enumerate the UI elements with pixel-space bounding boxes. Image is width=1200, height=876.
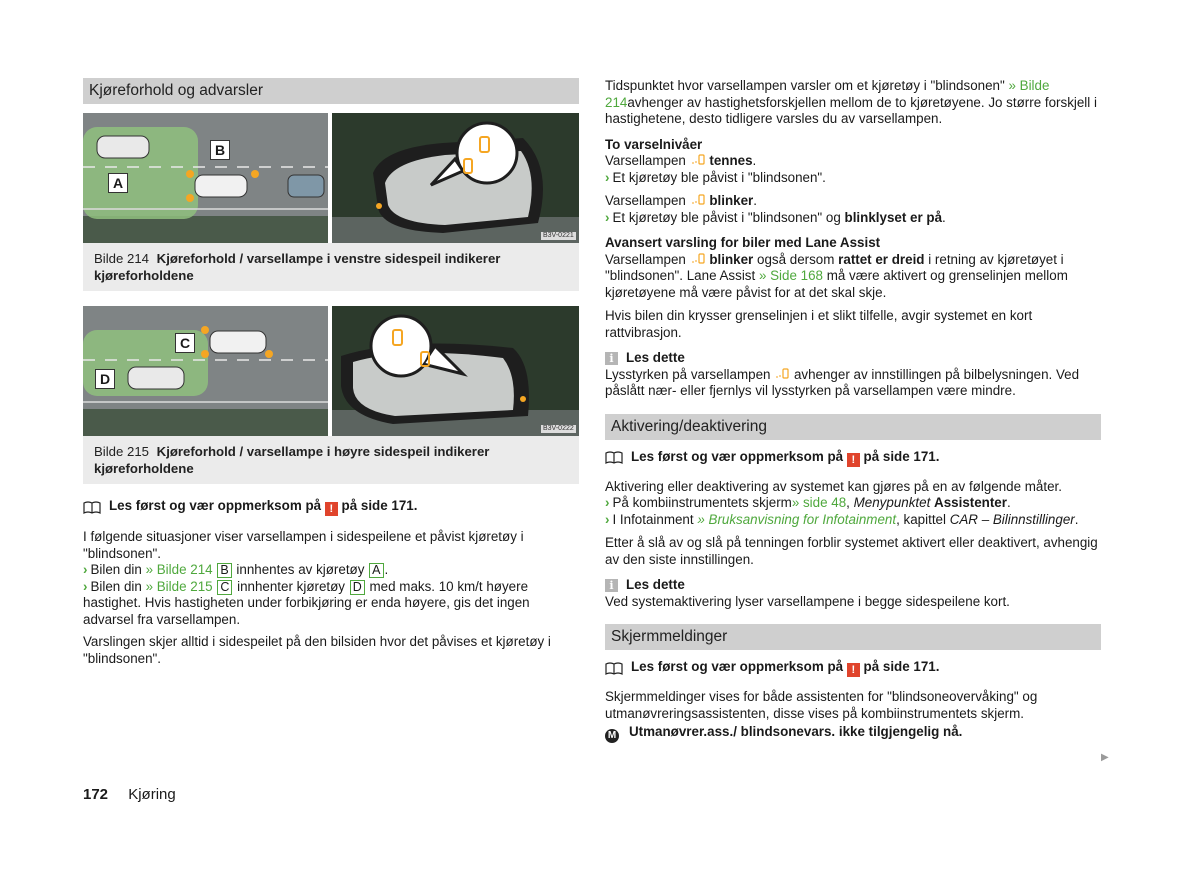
warning-lamp-icon — [690, 253, 706, 265]
subheading: Avansert varsling for biler med Lane Assist — [605, 235, 881, 250]
bullet-arrow-icon: › — [605, 209, 610, 225]
figure-214-caption — [83, 243, 579, 291]
message-icon: M — [605, 729, 619, 743]
section-heading: Aktivering/deaktivering — [605, 414, 1101, 440]
info-text: Lysstyrken på varsellampen avhenger av innstillingen på bilbelysningen. Ved påslått nær- eller fjernlys vil lysstyrken på varsellampen være mindre. — [605, 366, 1080, 398]
book-icon — [83, 501, 101, 514]
warning-level-2: Varsellampen blinker. — [605, 193, 757, 208]
figure-215 — [83, 306, 579, 436]
figure-214 — [83, 113, 579, 243]
caption-title: Kjøreforhold / varsellampe i høyre sidespeil indikerer kjøreforholdene — [94, 444, 490, 476]
page-number: 172 — [83, 786, 109, 803]
display-message: M Utmanøvrer.ass./ blindsonevars. ikke tilgjengelig nå. — [605, 724, 1101, 743]
warning-icon: ! — [847, 663, 860, 677]
manual-link[interactable]: » Bruksanvisning for Infotainment — [697, 511, 897, 527]
bullet-item: › På kombiinstrumentets skjerm» side 48, Menypunktet Assistenter. — [605, 495, 1011, 510]
label-tag: D — [350, 580, 365, 595]
figure-link[interactable]: » Bilde 214 — [605, 78, 1050, 110]
info-icon: i — [605, 352, 618, 365]
bullet-arrow-icon: › — [83, 562, 88, 577]
read-first-note: Les først og vær oppmerksom på ! på side 171. — [605, 449, 1101, 467]
bullet-item: › Et kjøretøy ble påvist i "blindsonen" og blinklyset er på. — [605, 209, 946, 225]
warning-icon: ! — [325, 502, 338, 516]
bullet-item: › Et kjøretøy ble påvist i "blindsonen". — [605, 169, 826, 185]
page-link[interactable]: » Side 168 — [758, 268, 823, 283]
book-icon — [605, 662, 623, 675]
label-tag: B — [217, 563, 231, 578]
page-link[interactable]: » side 48 — [791, 495, 847, 510]
caption-title: Kjøreforhold / varsellampe i venstre sidespeil indikerer kjøreforholdene — [94, 251, 501, 283]
bullet-item: › Bilen din » Bilde 215 C innhenter kjøretøy D med maks. 10 km/t høyere hastighet. Hvis hastigheten under forbikjøring er enda høyere, gis det ingen advarsel fra varsellampen. — [83, 578, 530, 627]
bullet-item: › Bilen din » Bilde 214 B innhentes av kjøretøy A . — [83, 562, 389, 577]
paragraph: I følgende situasjoner viser varsellampen i sidespeilene et påvist kjøretøy i "blindsonen". — [83, 529, 524, 561]
label-tag: C — [217, 580, 232, 595]
figure-label-d: D — [95, 369, 115, 389]
bullet-arrow-icon: › — [83, 578, 88, 594]
paragraph: Etter å slå av og slå på tenningen forblir systemet aktivert eller deaktivert, avhengig av den siste innstillingen. — [605, 535, 1098, 567]
note-page-ref[interactable]: på side 171. — [341, 498, 418, 513]
right-column — [605, 78, 1101, 743]
warning-lamp-icon — [690, 154, 706, 166]
next-page-arrow-icon: ▶ — [1101, 752, 1109, 763]
info-heading: i Les dette — [605, 350, 1101, 367]
paragraph: Varslingen skjer alltid i sidespeilet på den bilsiden hvor det påvises et kjøretøy i "blindsonen". — [83, 634, 551, 666]
warning-lamp-icon — [774, 368, 790, 380]
figure-214-image — [83, 113, 579, 243]
book-icon — [605, 451, 623, 464]
info-icon: i — [605, 579, 618, 592]
figure-label-b: B — [210, 140, 230, 160]
note-page-ref[interactable]: på side 171. — [863, 659, 940, 674]
paragraph: Aktivering eller deaktivering av systemet kan gjøres på en av følgende måter. — [605, 478, 1062, 494]
section-heading: Skjermmeldinger — [605, 624, 1101, 650]
note-page-ref[interactable]: på side 171. — [863, 448, 940, 464]
warning-lamp-icon — [690, 194, 706, 206]
section-heading: Kjøreforhold og advarsler — [83, 78, 579, 104]
read-first-note — [83, 498, 579, 516]
paragraph: Hvis bilen din krysser grenselinjen i et slikt tilfelle, avgir systemet en kort rattvibrasjon. — [605, 308, 1033, 340]
left-column — [83, 78, 579, 667]
subheading: To varselnivåer — [605, 136, 703, 152]
bullet-arrow-icon: › — [605, 169, 610, 185]
label-tag: A — [369, 563, 383, 578]
figure-215-image — [83, 306, 579, 436]
caption-number: Bilde 215 — [94, 444, 149, 459]
info-heading: i Les dette — [605, 577, 1101, 594]
warning-level-1: Varsellampen tennes. — [605, 153, 757, 168]
info-text: Ved systemaktivering lyser varsellampene i begge sidespeilene kort. — [605, 593, 1010, 609]
bullet-arrow-icon: › — [605, 495, 610, 510]
bullet-item: › I Infotainment » Bruksanvisning for Infotainment, kapittel CAR – Bilinnstillinger. — [605, 511, 1079, 527]
page-footer — [83, 787, 176, 804]
paragraph: Varsellampen blinker også dersom rattet er dreid i retning av kjøretøyet i "blindsonen". Lane Assist » Side 168 må være aktivert og grenselinjen mellom kjøretøyene må være påvist for at det skal skje. — [605, 251, 1068, 300]
figure-label-c: C — [175, 333, 195, 353]
bullet-arrow-icon: › — [605, 511, 610, 527]
caption-number: Bilde 214 — [94, 251, 149, 266]
figure-215-caption — [83, 436, 579, 484]
paragraph: Tidspunktet hvor varsellampen varsler om et kjøretøy i "blindsonen" » Bilde 214avhenger av hastighetsforskjellen mellom de to kjøretøyene. Jo større forskjell i hastighetene, desto tidligere varsles du av varsellampen. — [605, 78, 1097, 126]
read-first-note: Les først og vær oppmerksom på ! på side 171. — [605, 659, 1101, 677]
figure-link[interactable]: » Bilde 214 — [145, 562, 213, 577]
figure-link[interactable]: » Bilde 215 — [145, 578, 213, 594]
paragraph: Skjermmeldinger vises for både assistenten for "blindsoneovervåking" og utmanøvreringsassistenten, disse vises på kombiinstrumentets skjerm. — [605, 689, 1038, 721]
figure-code: B3V-0222 — [543, 425, 574, 432]
figure-code: B3V-0221 — [543, 232, 574, 239]
chapter-name: Kjøring — [128, 786, 176, 803]
figure-label-a: A — [108, 173, 128, 193]
warning-icon: ! — [847, 453, 860, 467]
note-text: Les først og vær oppmerksom på — [109, 498, 322, 513]
